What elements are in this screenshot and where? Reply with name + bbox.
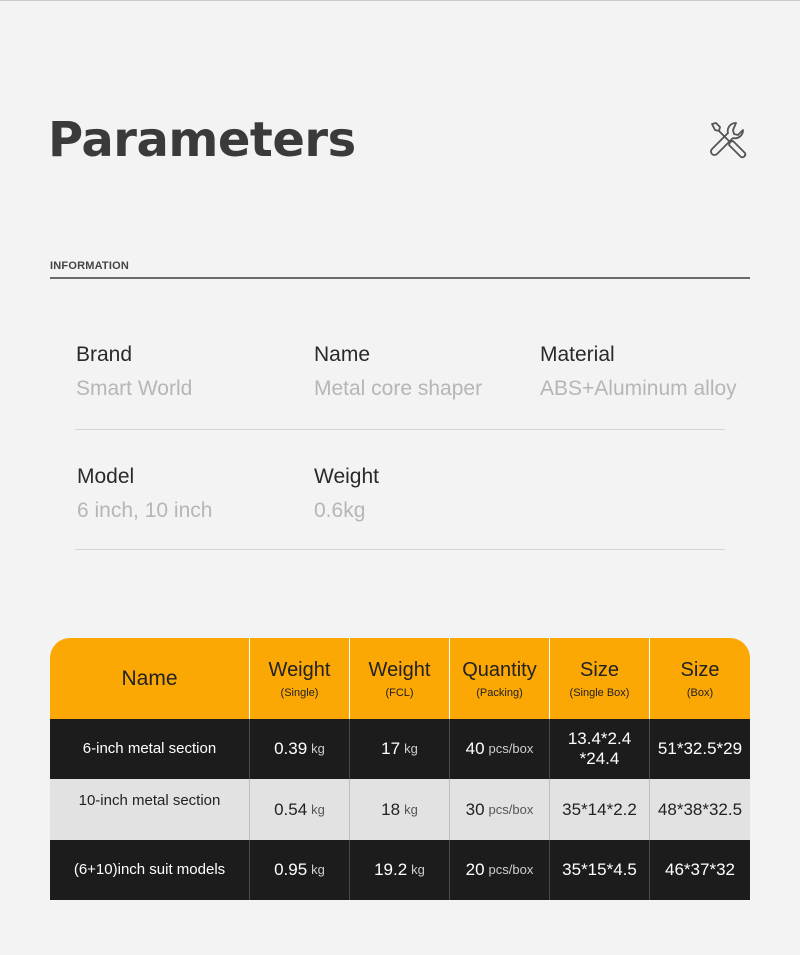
- info-name-value: Metal core shaper: [314, 377, 483, 400]
- header-sub: (Single): [280, 686, 319, 699]
- header-size-box: [650, 638, 750, 719]
- page-title: Parameters: [48, 112, 356, 168]
- header-sub: (Single Box): [569, 686, 630, 699]
- table-row: [50, 719, 750, 779]
- cell-unit: kg: [404, 801, 418, 817]
- header-main: Size: [680, 658, 720, 681]
- cell-unit: kg: [404, 741, 418, 756]
- cell-value: 0.54: [274, 799, 308, 819]
- header-weight-single: [250, 638, 350, 719]
- cell-weight-fcl: [350, 719, 450, 779]
- cell-weight-fcl: [350, 840, 450, 900]
- info-row-divider: [75, 549, 725, 550]
- info-brand: [76, 343, 192, 401]
- table-header: [50, 638, 750, 719]
- section-divider: [50, 277, 750, 279]
- cell-name: (6+10)inch suit models: [50, 840, 250, 900]
- cell-unit: pcs/box: [488, 862, 534, 877]
- cell-quantity: [450, 719, 550, 779]
- header-size-single: [550, 638, 650, 719]
- cell-size-box: 46*37*32: [665, 860, 735, 879]
- top-divider: [0, 0, 800, 1]
- cell-quantity: [450, 779, 550, 840]
- header-weight-fcl: [350, 638, 450, 719]
- header-sub: (FCL): [385, 686, 414, 699]
- cell-value: 13.4*2.4: [567, 729, 632, 748]
- info-name-label: Name: [314, 343, 371, 366]
- info-material-label: Material: [540, 343, 615, 366]
- info-model-label: Model: [77, 465, 135, 488]
- spec-table: [50, 638, 750, 900]
- info-weight: [314, 465, 379, 523]
- cell-name: 10-inch metal section: [50, 779, 250, 840]
- cell-value: 20: [465, 860, 485, 879]
- cell-unit: kg: [311, 862, 325, 877]
- info-weight-value: 0.6kg: [314, 499, 366, 522]
- info-brand-value: Smart World: [76, 377, 193, 400]
- wrench-screwdriver-icon: [706, 118, 752, 164]
- cell-value: 40: [465, 739, 485, 758]
- header-quantity: [450, 638, 550, 719]
- cell-value: 17: [381, 739, 401, 758]
- table-row: [50, 779, 750, 840]
- info-weight-label: Weight: [314, 465, 379, 488]
- header-sub: (Packing): [476, 686, 523, 699]
- cell-weight-fcl: [350, 779, 450, 840]
- cell-unit: kg: [411, 862, 425, 877]
- info-model: [77, 465, 212, 523]
- header-main: Weight: [268, 658, 331, 681]
- cell-value: *24.4: [579, 749, 620, 768]
- header-main: Quantity: [462, 658, 537, 681]
- info-material-value: ABS+Aluminum alloy: [540, 377, 737, 400]
- cell-weight-single: [250, 840, 350, 900]
- table-row: [50, 840, 750, 900]
- info-material: [540, 343, 737, 401]
- header-main: Size: [580, 658, 619, 681]
- info-brand-label: Brand: [76, 343, 133, 366]
- info-row-divider: [75, 429, 725, 430]
- cell-unit: pcs/box: [488, 801, 534, 817]
- cell-unit: kg: [311, 741, 325, 756]
- cell-unit: kg: [311, 801, 325, 817]
- cell-quantity: [450, 840, 550, 900]
- header-sub: (Box): [686, 686, 714, 699]
- cell-size-single: [550, 719, 650, 779]
- cell-weight-single: [250, 719, 350, 779]
- cell-value: 18: [381, 799, 401, 819]
- cell-value: 30: [465, 799, 485, 819]
- cell-weight-single: [250, 779, 350, 840]
- header-name: [50, 638, 250, 719]
- section-label: INFORMATION: [50, 260, 129, 272]
- cell-size-single: 35*15*4.5: [550, 840, 650, 900]
- cell-unit: pcs/box: [488, 741, 534, 756]
- cell-value: 0.95: [274, 860, 308, 879]
- header-main: Weight: [368, 658, 431, 681]
- header-main: Name: [121, 666, 178, 690]
- info-name: [314, 343, 482, 401]
- cell-size-single: 35*14*2.2: [550, 779, 650, 840]
- cell-name: 6-inch metal section: [50, 719, 250, 779]
- cell-size-box: 48*38*32.5: [657, 799, 743, 819]
- cell-value: 0.39: [274, 739, 308, 758]
- cell-size-box: 51*32.5*29: [657, 739, 743, 758]
- cell-value: 19.2: [374, 860, 408, 879]
- info-model-value: 6 inch, 10 inch: [77, 499, 213, 522]
